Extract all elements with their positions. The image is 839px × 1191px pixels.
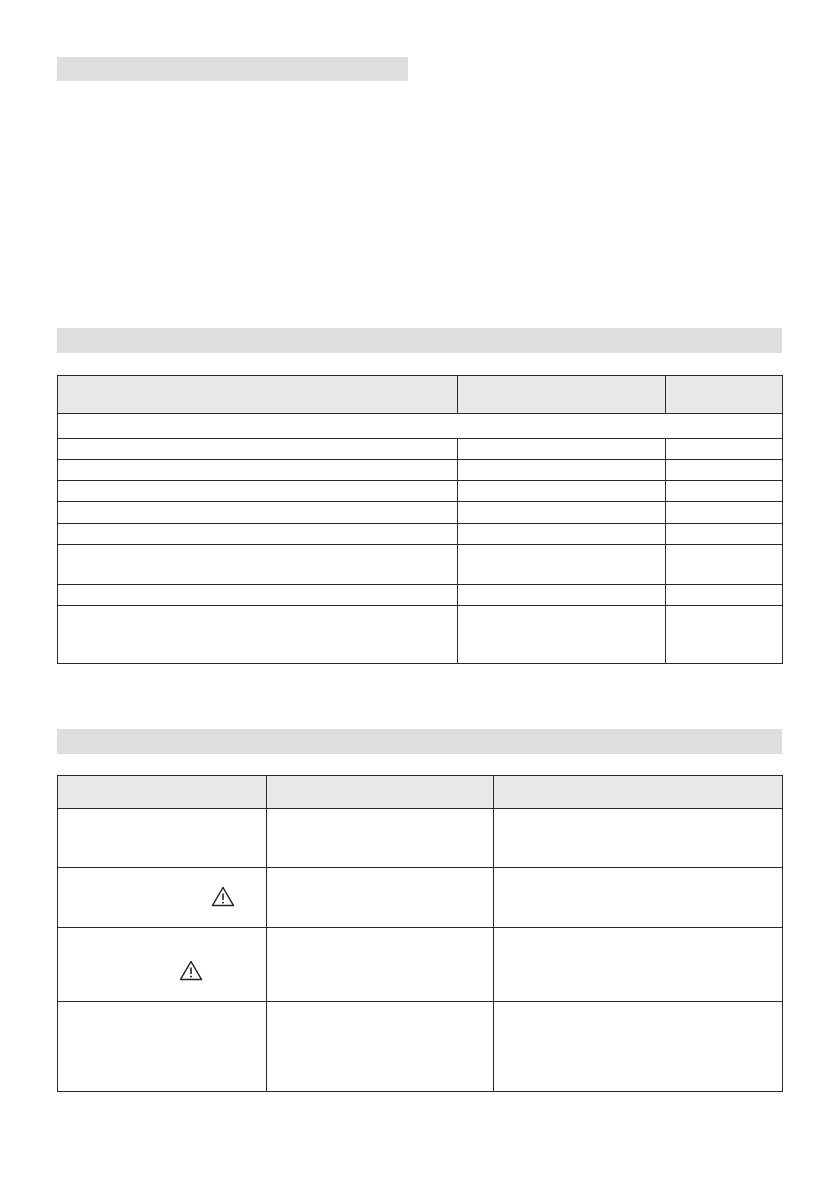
table-cell xyxy=(58,1002,267,1092)
table-row xyxy=(58,502,783,524)
table-cell xyxy=(458,460,666,481)
table-header-cell xyxy=(458,376,666,414)
table-header-row xyxy=(58,376,783,414)
table-cell xyxy=(494,1002,783,1092)
table-row xyxy=(58,868,783,928)
table-row xyxy=(58,460,783,481)
table-header-row xyxy=(58,776,783,809)
table-cell xyxy=(58,868,267,928)
table-row xyxy=(58,545,783,585)
table-cell xyxy=(458,502,666,524)
table-cell xyxy=(458,585,666,606)
table-cell xyxy=(58,524,458,545)
table-cell xyxy=(666,585,783,606)
table-cell xyxy=(494,809,783,868)
table-cell xyxy=(666,545,783,585)
table-cell xyxy=(58,809,267,868)
table-cell xyxy=(666,502,783,524)
table-cell xyxy=(458,481,666,502)
table-cell xyxy=(666,460,783,481)
table-header-cell xyxy=(494,776,783,809)
table-header-cell xyxy=(267,776,494,809)
table-row xyxy=(58,1002,783,1092)
table-cell xyxy=(58,585,458,606)
table-row xyxy=(58,809,783,868)
header-bar xyxy=(57,57,408,81)
table-cell xyxy=(267,928,494,1002)
table-cell xyxy=(58,545,458,585)
table-row xyxy=(58,481,783,502)
table-cell xyxy=(267,809,494,868)
table-cell xyxy=(666,439,783,460)
table-cell xyxy=(458,545,666,585)
table-cell xyxy=(58,439,458,460)
table-cell xyxy=(666,481,783,502)
table-cell xyxy=(458,606,666,664)
table-group-cell xyxy=(58,414,783,439)
table-cell xyxy=(58,460,458,481)
table-cell xyxy=(267,868,494,928)
table-cell xyxy=(58,606,458,664)
table-group-row xyxy=(58,414,783,439)
troubleshooting-table xyxy=(57,775,783,1092)
table-row xyxy=(58,524,783,545)
table-cell xyxy=(58,502,458,524)
table-row xyxy=(58,606,783,664)
specs-table xyxy=(57,375,783,664)
table-header-cell xyxy=(666,376,783,414)
table-cell xyxy=(458,439,666,460)
section-bar-2 xyxy=(57,729,782,754)
table-header-cell xyxy=(58,376,458,414)
table-header-cell xyxy=(58,776,267,809)
table-cell xyxy=(494,868,783,928)
table-row xyxy=(58,439,783,460)
table-cell xyxy=(58,928,267,1002)
table-cell xyxy=(666,606,783,664)
warning-triangle-icon xyxy=(179,960,203,981)
section-bar-1 xyxy=(57,328,782,353)
table-row xyxy=(58,585,783,606)
table-cell xyxy=(458,524,666,545)
table-cell xyxy=(58,481,458,502)
table-cell xyxy=(666,524,783,545)
table-cell xyxy=(494,928,783,1002)
warning-triangle-icon xyxy=(211,886,235,907)
table-row xyxy=(58,928,783,1002)
table-cell xyxy=(267,1002,494,1092)
